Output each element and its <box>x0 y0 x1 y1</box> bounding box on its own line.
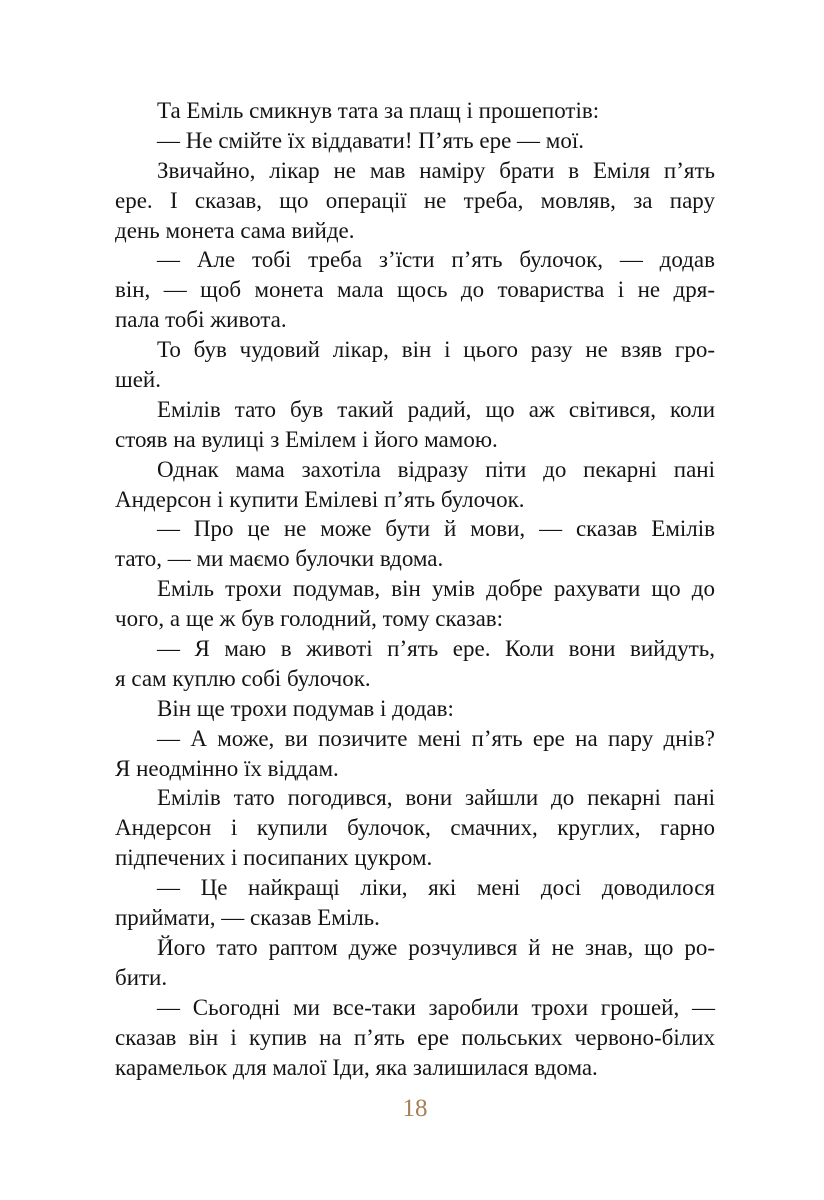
text-line: Еміль трохи подумав, він умів добре рахувати що до <box>157 576 715 602</box>
text-line: день монета сама вийде. <box>115 217 355 243</box>
text-line: я сам куплю собі булочок. <box>115 665 371 691</box>
page-number: 18 <box>402 1095 428 1122</box>
text-line: — Сьогодні ми все-таки заробили трохи грошей, — <box>157 994 715 1020</box>
text-line: — Я маю в животі п’ять ере. Коли вони вийдуть, <box>157 636 715 662</box>
text-line: — Це найкращі ліки, які мені досі доводилося <box>157 875 715 901</box>
text-line: То був чудовий лікар, він і цього разу не взяв гро- <box>157 337 715 363</box>
text-line: приймати, — сказав Еміль. <box>115 905 380 931</box>
text-line: Та Еміль смикнув тата за плащ і прошепотів: <box>157 98 600 123</box>
text-line: Андерсон і купити Емілеві п’ять булочок. <box>115 486 525 512</box>
text-line: сказав він і купив на п’ять ере польських червоно-білих <box>115 1024 715 1050</box>
text-line: він, — щоб монета мала щось до товариства і не дря- <box>115 277 715 303</box>
text-line: Однак мама захотіла відразу піти до пекарні пані <box>157 456 715 482</box>
text-line: шей. <box>115 367 161 393</box>
text-line: бити. <box>115 964 168 990</box>
text-line: Андерсон і купили булочок, смачних, круглих, гарно <box>115 815 715 841</box>
text-line: — А може, ви позичите мені п’ять ере на пару днів? <box>157 725 715 751</box>
text-line: стояв на вулиці з Емілем і його мамою. <box>115 426 498 452</box>
text-line: карамельок для малої Іди, яка залишилася вдома. <box>115 1054 598 1080</box>
text-line: — Але тобі треба з’їсти п’ять булочок, — додав <box>157 247 715 273</box>
text-line: Звичайно, лікар не мав наміру брати в Еміля п’ять <box>157 157 715 183</box>
text-line: — Не смійте їх віддавати! П’ять ере — мої. <box>157 127 584 153</box>
text-line: підпечених і посипаних цукром. <box>115 845 433 871</box>
text-line: чого, а ще ж був голодний, тому сказав: <box>115 606 504 632</box>
text-line: Його тато раптом дуже розчулився й не знав, що ро- <box>157 934 715 960</box>
page-text <box>115 96 715 1082</box>
text-line: Він ще трохи подумав і додав: <box>157 695 454 721</box>
text-line: Емілів тато погодився, вони зайшли до пекарні пані <box>157 785 715 811</box>
text-line: пала тобі живота. <box>115 307 287 333</box>
text-line: — Про це не може бути й мови, — сказав Емілів <box>157 516 715 542</box>
text-line: Я неодмінно їх віддам. <box>115 755 339 781</box>
text-line: ере. І сказав, що операції не треба, мовляв, за пару <box>115 187 715 213</box>
text-line: Емілів тато був такий радий, що аж світився, коли <box>157 396 715 422</box>
text-line: тато, — ми маємо булочки вдома. <box>115 546 444 572</box>
